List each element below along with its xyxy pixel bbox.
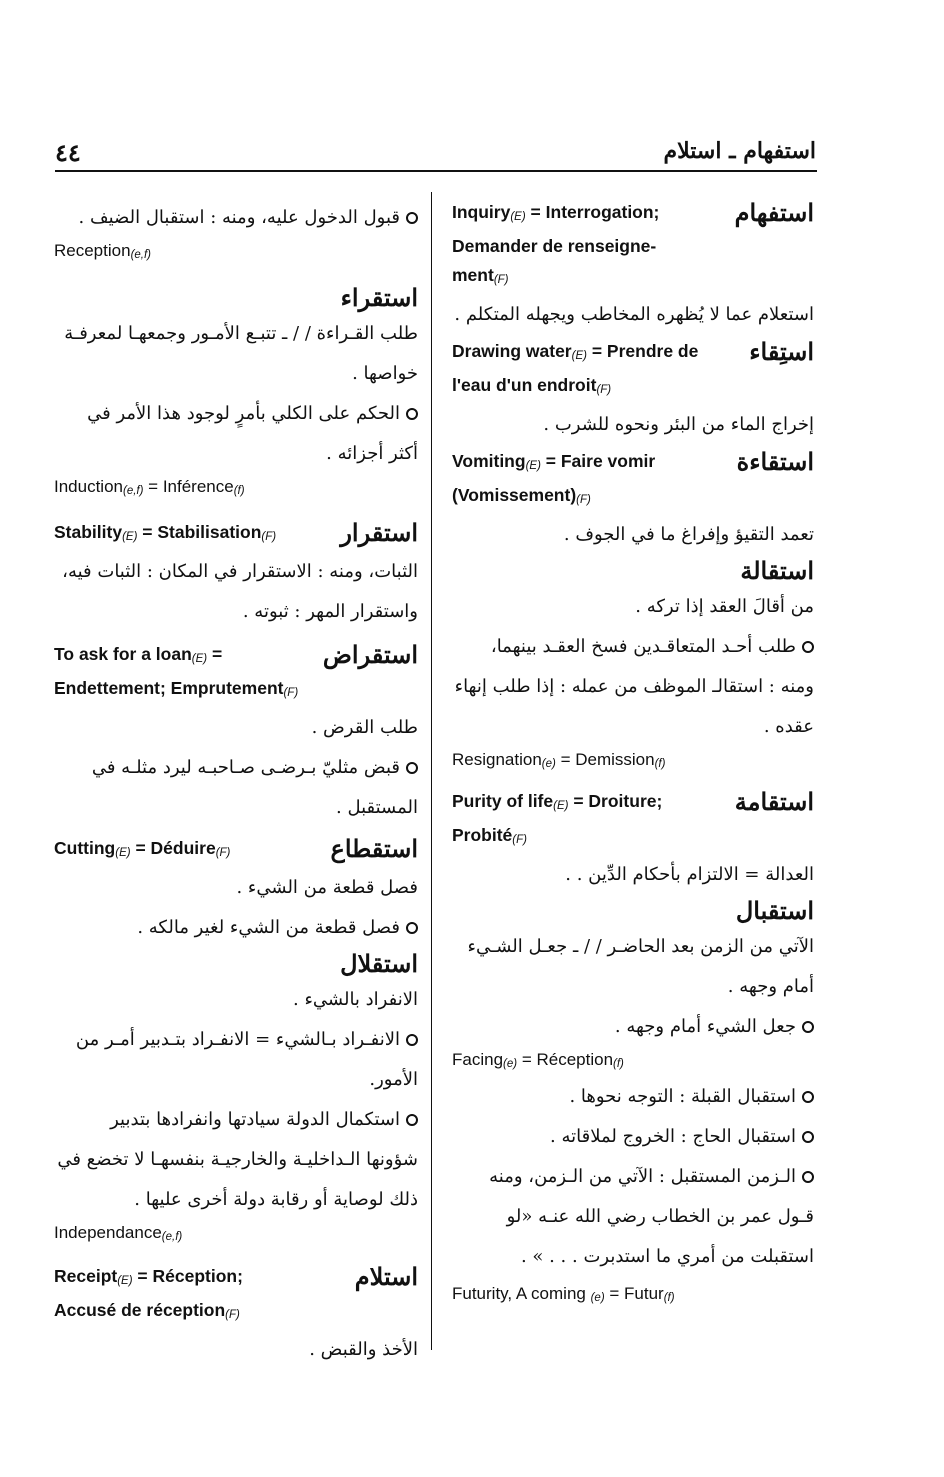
header-rule <box>55 170 817 172</box>
entry-translation: Receipt(E) = Réception; Accusé de réception(F) <box>54 1266 243 1321</box>
entry-term: استقلال <box>340 949 418 978</box>
entry-term: استفهام <box>734 198 814 227</box>
entry-footer-translation: Reception(e,f) <box>54 241 152 261</box>
entry-istiqra <box>54 282 418 504</box>
definition: الحكم على الكلي بأمرٍ لوجود هذا الأمر في أكثر أجزائه . <box>87 403 418 464</box>
definition: من أقالَ العقد إذا تركه . <box>635 596 814 617</box>
entry-translation: Purity of life(E) = Droiture; Probité(F) <box>452 791 663 846</box>
bullet-circle-icon <box>802 1021 814 1033</box>
running-head: استفهام ـ استلام <box>663 138 816 164</box>
bullet-circle-icon <box>802 1171 814 1183</box>
entry-term: استقراء <box>340 283 418 312</box>
definition: جعل الشيء أمام وجهه . <box>452 1007 814 1047</box>
entry-translation: Stability(E) = Stabilisation(F) <box>54 522 277 543</box>
entry-istiqbal <box>452 895 814 1311</box>
definition: الأخذ والقبض . <box>309 1339 418 1360</box>
definition: استقبال القبلة : التوجه نحوها . <box>452 1077 814 1117</box>
definition: استعلام عما لا يُظهره المخاطب ويجهله المتكلم . <box>454 304 814 325</box>
definition: إخراج الماء من البئر ونحوه للشرب . <box>543 414 814 435</box>
entry-footer-translation: Induction(e,f) = Inférence(f) <box>54 477 245 497</box>
entry-translation: Inquiry(E) = Interrogation; Demander de renseigne-ment(F) <box>452 202 660 286</box>
definition: استكمال الدولة سيادتها وانفرادها بتدبير شؤونها الـداخليـة والخارجيـة بنفسهـا لا تخضع في ذلك لوصاية أو رقابة دولة أخرى عليها . <box>57 1109 418 1210</box>
definition: الانفراد بالشيء . <box>293 989 418 1010</box>
definition: الانفـراد بـالشيء = الانفـراد بتـدبير أمـر من الأمور. <box>75 1029 418 1090</box>
entry-translation: Vomiting(E) = Faire vomir (Vomissement)(F) <box>452 451 656 506</box>
bullet-circle-icon <box>802 1091 814 1103</box>
page-number: ٤٤ <box>55 138 81 167</box>
bullet-circle-icon <box>406 922 418 934</box>
entry-term: استقطاع <box>330 834 418 863</box>
right-column <box>452 198 814 1311</box>
entry-translation: Cutting(E) = Déduire(F) <box>54 838 231 859</box>
entry-term: استقاءة <box>736 447 814 476</box>
definition: الآتي من الزمن بعد الحاضـر / / ـ جعـل الشـيء أمام وجهه . <box>467 936 814 997</box>
entry-term: استِقاء <box>749 337 814 366</box>
definition: فصل قطعة من الشيء . <box>236 877 418 898</box>
entry-istiqrad <box>54 640 418 828</box>
bullet-circle-icon <box>802 641 814 653</box>
definition: طلب القـراءة / / ـ تتبـع الأمـور وجمعهـا لمعرفـة خواصها . <box>64 323 418 384</box>
entry-term: استقامة <box>734 787 814 816</box>
definition: الـزمن المستقبل : الآتي من الـزمن، ومنه قـول عمر بن الخطاب رضي الله عنـه «لو استقبلت من أمري ما استدبرت . . . » . <box>489 1166 814 1267</box>
bullet-circle-icon <box>406 1114 418 1126</box>
entry-translation: Drawing water(E) = Prendre de l'eau d'un endroit(F) <box>452 341 699 396</box>
entry-istiqrar <box>54 518 418 632</box>
entry-istiqaa <box>452 447 814 555</box>
definition: قبض مثليّ بـرضـى صـاحبـه ليرد مثلـه في المستقبل . <box>91 757 418 818</box>
bullet-circle-icon <box>406 408 418 420</box>
entry-term: استقرار <box>340 518 418 547</box>
entry-term: استقراض <box>322 640 418 669</box>
definition: تعمد التقيؤ وإفراغ ما في الجوف . <box>563 524 814 545</box>
entry-footer-translation: Facing(e) = Réception(f) <box>452 1050 624 1070</box>
entry-istifham <box>452 198 814 335</box>
definition: فصل قطعة من الشيء لغير مالكه . <box>54 908 418 948</box>
definition: العدالة = الالتزام بأحكام الدِّين . . <box>565 864 814 885</box>
entry-istiqlal <box>54 948 418 1250</box>
definition: استقبال الحاج : الخروج لملاقاته . <box>452 1117 814 1157</box>
bullet-circle-icon <box>406 212 418 224</box>
bullet-circle-icon <box>802 1131 814 1143</box>
definition: طلب القرض . <box>311 717 418 738</box>
entry-istilam <box>54 1262 418 1370</box>
entry-istiqa <box>452 337 814 445</box>
left-column <box>54 198 418 1370</box>
entry-translation: To ask for a loan(E) = Endettement; Emprutement(F) <box>54 644 299 699</box>
definition: الثبات، ومنه : الاستقرار في المكان : الثبات فيه، واستقرار المهر : ثبوته . <box>62 561 418 622</box>
entry-term: استقالة <box>740 556 814 585</box>
column-rule <box>431 192 432 1350</box>
bullet-circle-icon <box>406 1034 418 1046</box>
bullet-circle-icon <box>406 762 418 774</box>
entry-istiqala <box>452 555 814 777</box>
entry-footer-translation: Independance(e,f) <box>54 1223 183 1243</box>
entry-term: استلام <box>354 1262 418 1291</box>
entry-footer-translation: Futurity, A coming (e) = Futur(f) <box>452 1284 675 1304</box>
entry-term: استقبال <box>735 896 814 925</box>
entry-footer-translation: Resignation(e) = Demission(f) <box>452 750 666 770</box>
entry-istiqama <box>452 787 814 895</box>
definition: طلب أحـد المتعاقـدين فسخ العقـد بينهما، ومنه : استقالـ الموظف من عمله : إذا طلب إنهاء عقده . <box>454 636 814 737</box>
entry-istiqta <box>54 834 418 948</box>
definition: قبول الدخول عليه، ومنه : استقبال الضيف . <box>54 198 418 238</box>
